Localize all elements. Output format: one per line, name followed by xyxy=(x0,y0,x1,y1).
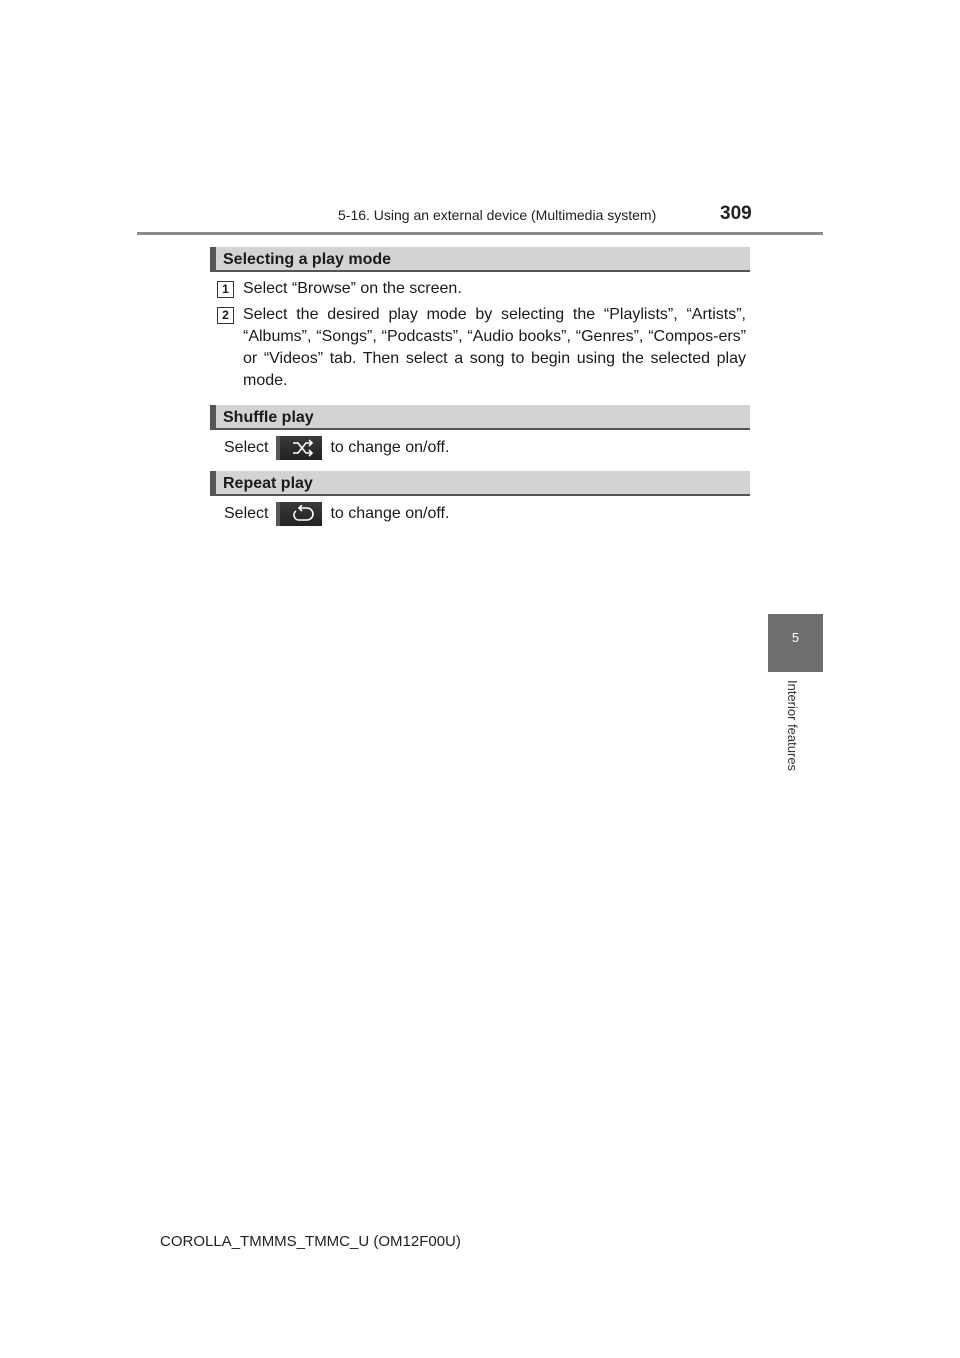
step-2-text: Select the desired play mode by selecting the “Playlists”, “Artists”, “Albums”, “Songs”, “Podcasts”, “Audio books”, “Genres”, “Compos-ers” or “Videos” tab. Then select a song to begin using the selected play mode. xyxy=(243,306,746,389)
header-rule xyxy=(137,232,823,235)
shuffle-button[interactable] xyxy=(276,436,322,460)
repeat-select-text: Select xyxy=(224,505,269,522)
section-heading-label: Repeat play xyxy=(223,475,313,492)
section-heading-shuffle xyxy=(210,405,750,430)
chapter-tab xyxy=(768,614,823,672)
shuffle-after-text: to change on/off. xyxy=(330,439,450,456)
shuffle-icon xyxy=(292,439,314,457)
section-heading-label: Shuffle play xyxy=(223,409,314,426)
shuffle-instruction xyxy=(224,435,449,461)
section-heading-label: Selecting a play mode xyxy=(223,251,392,268)
repeat-instruction xyxy=(224,501,449,527)
step-2-number: 2 xyxy=(217,307,234,324)
repeat-after-text: to change on/off. xyxy=(330,505,450,522)
footer-model-code: COROLLA_TMMMS_TMMC_U (OM12F00U) xyxy=(160,1233,461,1250)
chapter-number: 5 xyxy=(791,630,800,645)
shuffle-select-text: Select xyxy=(224,439,269,456)
section-heading-play-mode xyxy=(210,247,750,272)
step-1-text: Select “Browse” on the screen. xyxy=(243,280,462,297)
repeat-icon xyxy=(292,505,314,523)
section-heading-repeat xyxy=(210,471,750,496)
repeat-button[interactable] xyxy=(276,502,322,526)
step-1-number: 1 xyxy=(217,281,234,298)
chapter-label: Interior features xyxy=(785,680,800,772)
header-section-title: 5-16. Using an external device (Multimedia system) xyxy=(338,207,657,223)
page-number: 309 xyxy=(720,203,752,224)
